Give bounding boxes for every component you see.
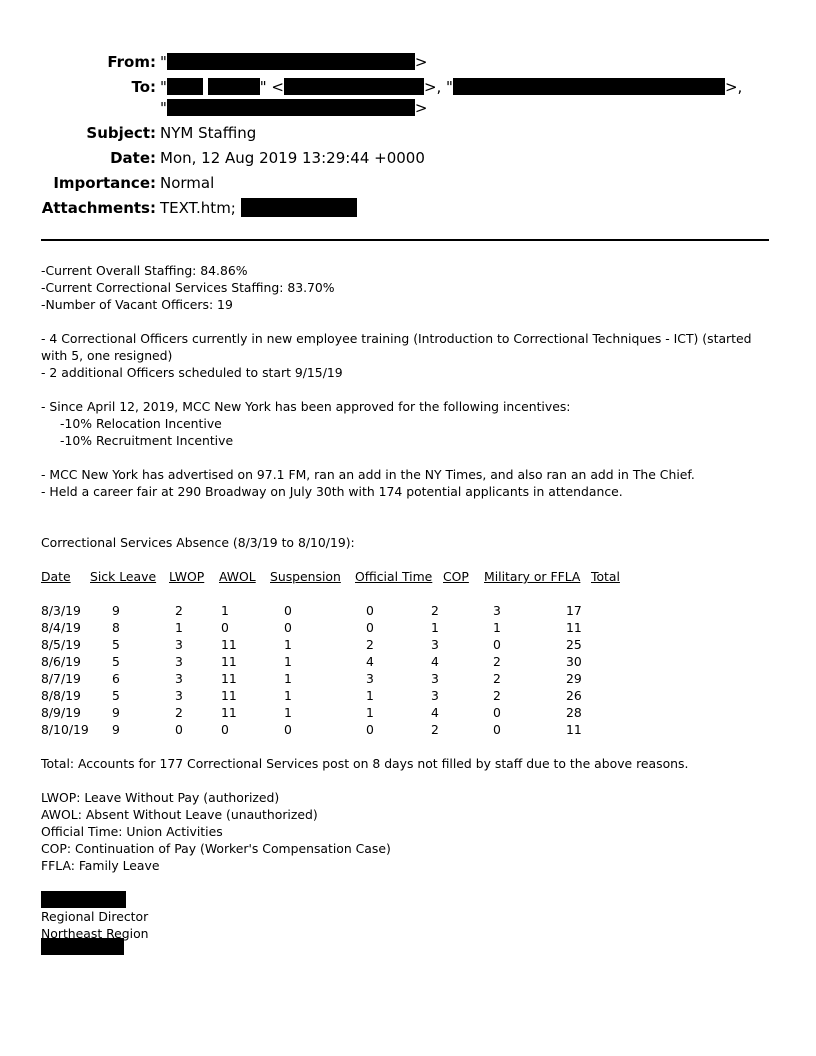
table-cell: 8/3/19 xyxy=(41,603,81,618)
table-cell: 0 xyxy=(366,603,374,618)
table-cell: 1 xyxy=(366,705,374,720)
table-cell: 2 xyxy=(493,688,501,703)
table-cell: 6 xyxy=(112,671,120,686)
table-row xyxy=(41,670,769,687)
table-row xyxy=(41,721,769,738)
table-cell: 2 xyxy=(431,603,439,618)
table-cell: 1 xyxy=(284,671,292,686)
table-cell: 9 xyxy=(112,705,120,720)
redaction-block xyxy=(453,78,725,95)
column-header: Total xyxy=(591,569,620,584)
table-row xyxy=(41,653,769,670)
table-cell: 1 xyxy=(284,705,292,720)
attachments-row xyxy=(0,197,816,219)
importance-label: Importance: xyxy=(53,174,156,192)
table-cell: 4 xyxy=(431,654,439,669)
to-row-continued xyxy=(0,97,816,119)
table-cell: 5 xyxy=(112,688,120,703)
table-cell: 8/8/19 xyxy=(41,688,81,703)
incentives-intro: - Since April 12, 2019, MCC New York has been approved for the following incentives: xyxy=(41,399,571,414)
table-cell: 28 xyxy=(566,705,582,720)
table-header-row xyxy=(41,568,769,585)
table-row xyxy=(41,687,769,704)
table-cell: 8/4/19 xyxy=(41,620,81,635)
to-value: " " < >, " >, xyxy=(160,78,743,96)
date-row xyxy=(0,147,816,169)
table-cell: 2 xyxy=(493,671,501,686)
table-cell: 5 xyxy=(112,637,120,652)
subject-label: Subject: xyxy=(86,124,156,142)
table-cell: 0 xyxy=(284,620,292,635)
table-cell: 8/7/19 xyxy=(41,671,81,686)
incentive-item: -10% Relocation Incentive xyxy=(60,416,222,431)
table-cell: 3 xyxy=(431,671,439,686)
table-cell: 0 xyxy=(366,722,374,737)
table-cell: 2 xyxy=(175,603,183,618)
signature-title: Regional Director xyxy=(41,909,149,924)
redaction-block xyxy=(167,78,203,95)
date-value: Mon, 12 Aug 2019 13:29:44 +0000 xyxy=(160,149,425,167)
subject-row xyxy=(0,122,816,144)
absence-table xyxy=(41,568,769,738)
table-cell: 11 xyxy=(221,637,237,652)
training-info xyxy=(41,330,769,381)
to-label: To: xyxy=(131,78,156,96)
table-row xyxy=(41,704,769,721)
recruiting-info xyxy=(41,466,769,500)
subject-value: NYM Staffing xyxy=(160,124,257,142)
table-cell: 0 xyxy=(493,637,501,652)
table-cell: 8 xyxy=(112,620,120,635)
importance-row xyxy=(0,172,816,194)
table-cell: 1 xyxy=(284,654,292,669)
column-header: Sick Leave xyxy=(90,569,157,584)
redaction-block xyxy=(208,78,260,95)
table-cell: 8/6/19 xyxy=(41,654,81,669)
table-cell: 3 xyxy=(366,671,374,686)
table-row xyxy=(41,619,769,636)
table-cell: 30 xyxy=(566,654,582,669)
table-cell: 1 xyxy=(366,688,374,703)
table-cell: 1 xyxy=(284,637,292,652)
attachments-value xyxy=(160,197,357,219)
training-line: - 2 additional Officers scheduled to start 9/15/19 xyxy=(41,365,343,380)
redaction-block xyxy=(167,53,415,70)
legend-line: COP: Continuation of Pay (Worker's Compensation Case) xyxy=(41,841,391,856)
column-header: AWOL xyxy=(219,569,256,584)
table-cell: 8/10/19 xyxy=(41,722,89,737)
table-cell: 4 xyxy=(431,705,439,720)
table-cell: 11 xyxy=(221,654,237,669)
table-cell: 8/9/19 xyxy=(41,705,81,720)
table-cell: 3 xyxy=(431,637,439,652)
from-row xyxy=(0,51,816,73)
table-cell: 11 xyxy=(221,688,237,703)
recruiting-line: - MCC New York has advertised on 97.1 FM, ran an add in the NY Times, and also ran an add in The Chief. xyxy=(41,467,695,482)
table-cell: 0 xyxy=(493,705,501,720)
attachments-label: Attachments: xyxy=(41,199,156,217)
table-row xyxy=(41,602,769,619)
stat-line: -Current Correctional Services Staffing: 83.70% xyxy=(41,280,335,295)
column-header: Military or FFLA xyxy=(484,569,581,584)
table-cell: 26 xyxy=(566,688,582,703)
table-cell: 3 xyxy=(493,603,501,618)
table-cell: 11 xyxy=(221,705,237,720)
stat-line: -Number of Vacant Officers: 19 xyxy=(41,297,233,312)
redaction-block xyxy=(167,99,415,116)
table-row xyxy=(41,636,769,653)
table-cell: 1 xyxy=(284,688,292,703)
absence-title: Correctional Services Absence (8/3/19 to 8/10/19): xyxy=(41,535,355,550)
attachment-filename: TEXT.htm; xyxy=(160,199,236,217)
legend-line: FFLA: Family Leave xyxy=(41,858,160,873)
staffing-stats xyxy=(41,262,769,313)
table-cell: 11 xyxy=(221,671,237,686)
table-cell: 8/5/19 xyxy=(41,637,81,652)
table-cell: 9 xyxy=(112,603,120,618)
date-label: Date: xyxy=(110,149,156,167)
column-header: Date xyxy=(41,569,71,584)
table-cell: 29 xyxy=(566,671,582,686)
recruiting-line: - Held a career fair at 290 Broadway on July 30th with 174 potential applicants in attendance. xyxy=(41,484,623,499)
table-cell: 0 xyxy=(221,722,229,737)
from-label: From: xyxy=(107,53,156,71)
table-cell: 3 xyxy=(175,688,183,703)
table-cell: 3 xyxy=(175,637,183,652)
incentive-item: -10% Recruitment Incentive xyxy=(60,433,234,448)
table-cell: 0 xyxy=(284,722,292,737)
table-cell: 9 xyxy=(112,722,120,737)
redaction-block xyxy=(284,78,424,95)
legend-line: LWOP: Leave Without Pay (authorized) xyxy=(41,790,280,805)
table-cell: 11 xyxy=(566,620,582,635)
table-cell: 2 xyxy=(366,637,374,652)
header-divider xyxy=(41,239,769,241)
redaction-block xyxy=(241,198,357,217)
table-cell: 2 xyxy=(493,654,501,669)
table-cell: 2 xyxy=(431,722,439,737)
column-header: Official Time xyxy=(355,569,433,584)
table-cell: 3 xyxy=(175,654,183,669)
table-cell: 17 xyxy=(566,603,582,618)
importance-value: Normal xyxy=(160,174,215,192)
table-body xyxy=(41,602,769,738)
signature-block xyxy=(41,891,769,955)
table-cell: 25 xyxy=(566,637,582,652)
table-cell: 2 xyxy=(175,705,183,720)
table-cell: 1 xyxy=(221,603,229,618)
column-header: Suspension xyxy=(270,569,341,584)
table-cell: 11 xyxy=(566,722,582,737)
column-header: COP xyxy=(443,569,469,584)
to-value-continued: " > xyxy=(160,99,428,117)
from-value: " > xyxy=(160,53,428,71)
redaction-block xyxy=(41,891,126,908)
stat-line: -Current Overall Staffing: 84.86% xyxy=(41,263,248,278)
message-body xyxy=(41,262,769,955)
table-cell: 0 xyxy=(221,620,229,635)
table-cell: 0 xyxy=(175,722,183,737)
table-cell: 3 xyxy=(175,671,183,686)
legend-line: AWOL: Absent Without Leave (unauthorized) xyxy=(41,807,318,822)
table-cell: 1 xyxy=(175,620,183,635)
incentives-info xyxy=(41,398,769,449)
table-cell: 4 xyxy=(366,654,374,669)
to-row xyxy=(0,76,816,98)
table-cell: 0 xyxy=(284,603,292,618)
absence-total: Total: Accounts for 177 Correctional Services post on 8 days not filled by staff due to the above reasons. xyxy=(41,756,689,771)
table-cell: 5 xyxy=(112,654,120,669)
table-cell: 3 xyxy=(431,688,439,703)
signature-region: Northeast Region xyxy=(41,926,149,941)
table-cell: 1 xyxy=(493,620,501,635)
abbreviation-legend xyxy=(41,789,769,874)
table-cell: 0 xyxy=(493,722,501,737)
table-cell: 0 xyxy=(366,620,374,635)
legend-line: Official Time: Union Activities xyxy=(41,824,223,839)
table-cell: 1 xyxy=(431,620,439,635)
column-header: LWOP xyxy=(169,569,205,584)
training-line: - 4 Correctional Officers currently in new employee training (Introduction to Correctional Techniques - ICT) (started with 5, one resigned) xyxy=(41,331,752,363)
